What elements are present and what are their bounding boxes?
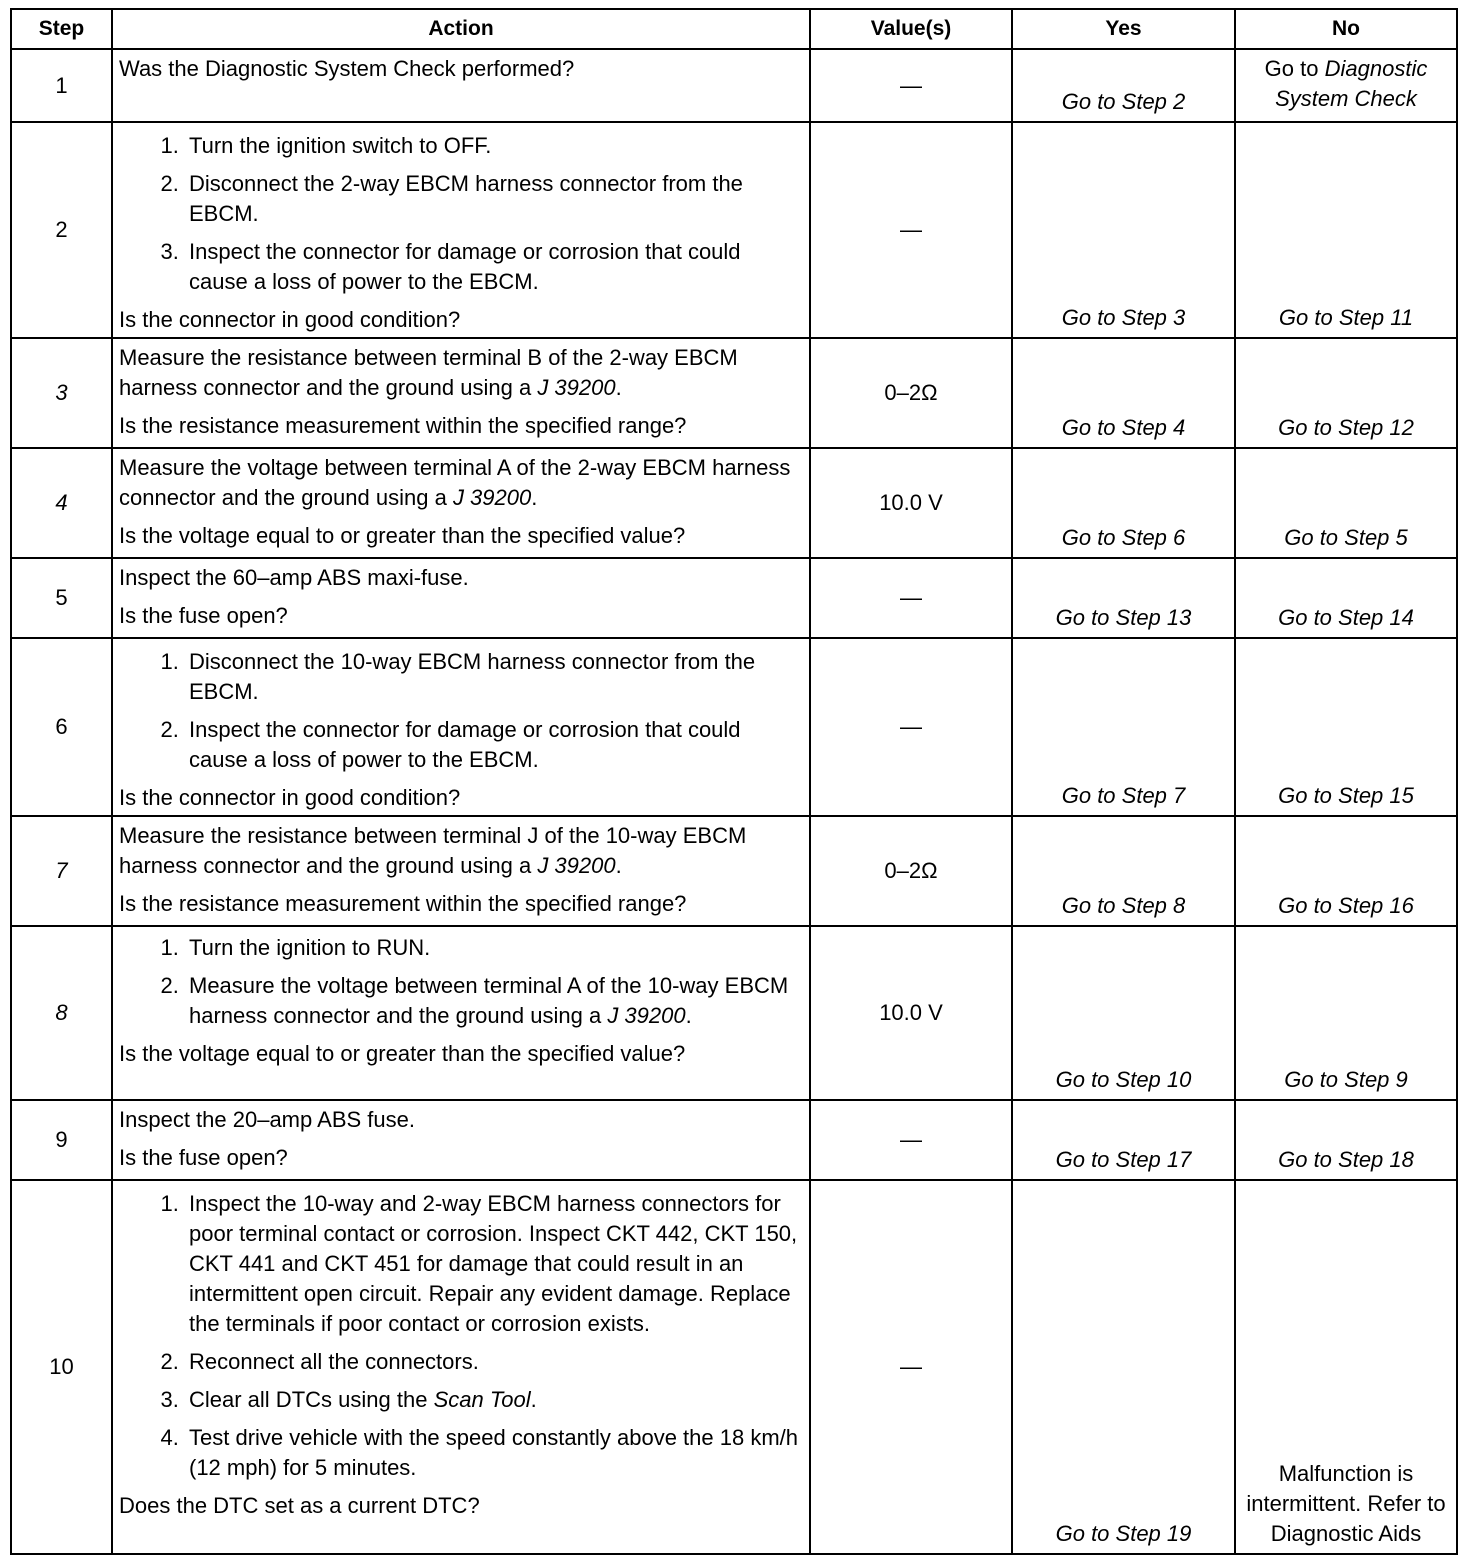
yes-cell: Go to Step 4 [1012, 338, 1235, 448]
instruction: Measure the resistance between terminal B of the 2-way EBCM harness connector and the ground using a [119, 345, 738, 400]
header-row [11, 9, 1457, 49]
yes-cell: Go to Step 7 [1012, 638, 1235, 816]
action-cell [112, 448, 810, 558]
action-item: 4. Test drive vehicle with the speed constantly above the 18 km/h (12 mph) for 5 minutes. [185, 1423, 805, 1483]
question-text: Is the voltage equal to or greater than the specified value? [119, 1041, 686, 1066]
question-text: Was the Diagnostic System Check performed? [119, 56, 575, 81]
action-cell [112, 1180, 810, 1554]
step-number: 2 [11, 122, 112, 338]
question-text: Is the resistance measurement within the specified range? [119, 891, 687, 916]
instruction-text: Measure the resistance between terminal B of the 2-way EBCM harness connector and the ground using a J 39200. [119, 345, 738, 400]
question-text: Is the connector in good condition? [119, 785, 461, 810]
step-number: 10 [11, 1180, 112, 1554]
question-text: Is the fuse open? [119, 1145, 288, 1170]
instruction: Measure the resistance between terminal J of the 10-way EBCM harness connector and the ground using a [119, 823, 747, 878]
yes-cell: Go to Step 17 [1012, 1100, 1235, 1180]
no-cell: Go to Step 14 [1235, 558, 1457, 638]
yes-cell: Go to Step 6 [1012, 448, 1235, 558]
value-cell: — [810, 638, 1012, 816]
step-number: 5 [11, 558, 112, 638]
value-cell: 0–2Ω [810, 338, 1012, 448]
step-number: 6 [11, 638, 112, 816]
header-yes: Yes [1012, 9, 1235, 49]
tool-name: J 39200 [537, 853, 616, 878]
question-text: Is the connector in good condition? [119, 307, 461, 332]
action-item: 3. Inspect the connector for damage or corrosion that could cause a loss of power to the EBCM. [185, 237, 805, 297]
instruction-text: Measure the resistance between terminal J of the 10-way EBCM harness connector and the ground using a J 39200. [119, 823, 747, 878]
header-action: Action [112, 9, 810, 49]
action-cell [112, 122, 810, 338]
header-values: Value(s) [810, 9, 1012, 49]
value-cell: — [810, 49, 1012, 122]
value-cell: — [810, 1180, 1012, 1554]
value-cell: — [810, 1100, 1012, 1180]
no-reference: Diagnostic System Check [1275, 56, 1428, 111]
instruction-text: Inspect the 20–amp ABS fuse. [119, 1107, 415, 1132]
table-row [11, 558, 1457, 638]
yes-cell: Go to Step 2 [1012, 49, 1235, 122]
value-cell: 0–2Ω [810, 816, 1012, 926]
step-number: 4 [11, 448, 112, 558]
action-item: 2. Measure the voltage between terminal A of the 10-way EBCM harness connector and the ground using a J 39200. [185, 971, 805, 1031]
no-cell: Go to Step 9 [1235, 926, 1457, 1100]
table-row [11, 926, 1457, 1100]
action-cell [112, 816, 810, 926]
diagnostic-table [10, 8, 1458, 1555]
action-item: 3. Clear all DTCs using the Scan Tool. [185, 1385, 805, 1415]
value-cell: — [810, 558, 1012, 638]
instruction-text: Measure the voltage between terminal A of the 2-way EBCM harness connector and the ground using a J 39200. [119, 455, 791, 510]
no-prefix: Go to [1264, 56, 1319, 81]
action-item: 1. Disconnect the 10-way EBCM harness connector from the EBCM. [185, 647, 805, 707]
table-row [11, 816, 1457, 926]
question-text: Is the voltage equal to or greater than the specified value? [119, 523, 686, 548]
table-row [11, 122, 1457, 338]
step-number: 7 [11, 816, 112, 926]
table-row [11, 338, 1457, 448]
step-number: 8 [11, 926, 112, 1100]
step-number: 9 [11, 1100, 112, 1180]
no-cell: Malfunction is intermittent. Refer to Diagnostic Aids [1235, 1180, 1457, 1554]
tool-name: J 39200 [452, 485, 532, 510]
value-cell: 10.0 V [810, 926, 1012, 1100]
action-cell [112, 638, 810, 816]
no-cell: Go to Step 5 [1235, 448, 1457, 558]
table-row [11, 448, 1457, 558]
instruction: Measure the voltage between terminal A of the 2-way EBCM harness connector and the ground using a [119, 455, 791, 510]
action-item: 1. Turn the ignition to RUN. [185, 933, 805, 963]
table-row [11, 1180, 1457, 1554]
action-item: 1. Inspect the 10-way and 2-way EBCM harness connectors for poor terminal contact or corrosion. Inspect CKT 442, CKT 150, CKT 441 and CKT 451 for damage that could result in an intermittent open circuit. Repair any evident damage. Replace the terminals if poor contact or corrosion exists. [185, 1189, 805, 1339]
no-cell: Go to Step 11 [1235, 122, 1457, 338]
value-cell: 10.0 V [810, 448, 1012, 558]
action-cell [112, 338, 810, 448]
yes-cell: Go to Step 3 [1012, 122, 1235, 338]
tool-name: J 39200 [607, 1003, 686, 1028]
action-item: 2. Inspect the connector for damage or corrosion that could cause a loss of power to the EBCM. [185, 715, 805, 775]
question-text: Is the fuse open? [119, 603, 288, 628]
action-item: 2. Reconnect all the connectors. [185, 1347, 805, 1377]
table-row [11, 1100, 1457, 1180]
no-cell: Go to Step 15 [1235, 638, 1457, 816]
action-item: 1. Turn the ignition switch to OFF. [185, 131, 805, 161]
tool-name: Scan Tool [433, 1387, 531, 1412]
step-number: 3 [11, 338, 112, 448]
yes-cell: Go to Step 13 [1012, 558, 1235, 638]
action-cell [112, 558, 810, 638]
action-item: 2. Disconnect the 2-way EBCM harness connector from the EBCM. [185, 169, 805, 229]
instruction: Measure the voltage between terminal A of the 10-way EBCM harness connector and the ground using a [189, 973, 789, 1028]
question-text: Does the DTC set as a current DTC? [119, 1493, 480, 1518]
no-cell: Go to Step 12 [1235, 338, 1457, 448]
question-text: Is the resistance measurement within the specified range? [119, 413, 687, 438]
value-cell: — [810, 122, 1012, 338]
action-cell [112, 1100, 810, 1180]
yes-cell: Go to Step 8 [1012, 816, 1235, 926]
yes-cell: Go to Step 10 [1012, 926, 1235, 1100]
tool-name: J 39200 [537, 375, 616, 400]
instruction: Clear all DTCs using the [189, 1387, 428, 1412]
action-cell [112, 49, 810, 122]
yes-cell: Go to Step 19 [1012, 1180, 1235, 1554]
no-cell: Go to Step 16 [1235, 816, 1457, 926]
table-row [11, 49, 1457, 122]
header-step: Step [11, 9, 112, 49]
no-cell: Go to Step 18 [1235, 1100, 1457, 1180]
instruction-text: Inspect the 60–amp ABS maxi-fuse. [119, 565, 469, 590]
step-number: 1 [11, 49, 112, 122]
header-no: No [1235, 9, 1457, 49]
action-cell [112, 926, 810, 1100]
table-row [11, 638, 1457, 816]
no-cell [1235, 49, 1457, 122]
